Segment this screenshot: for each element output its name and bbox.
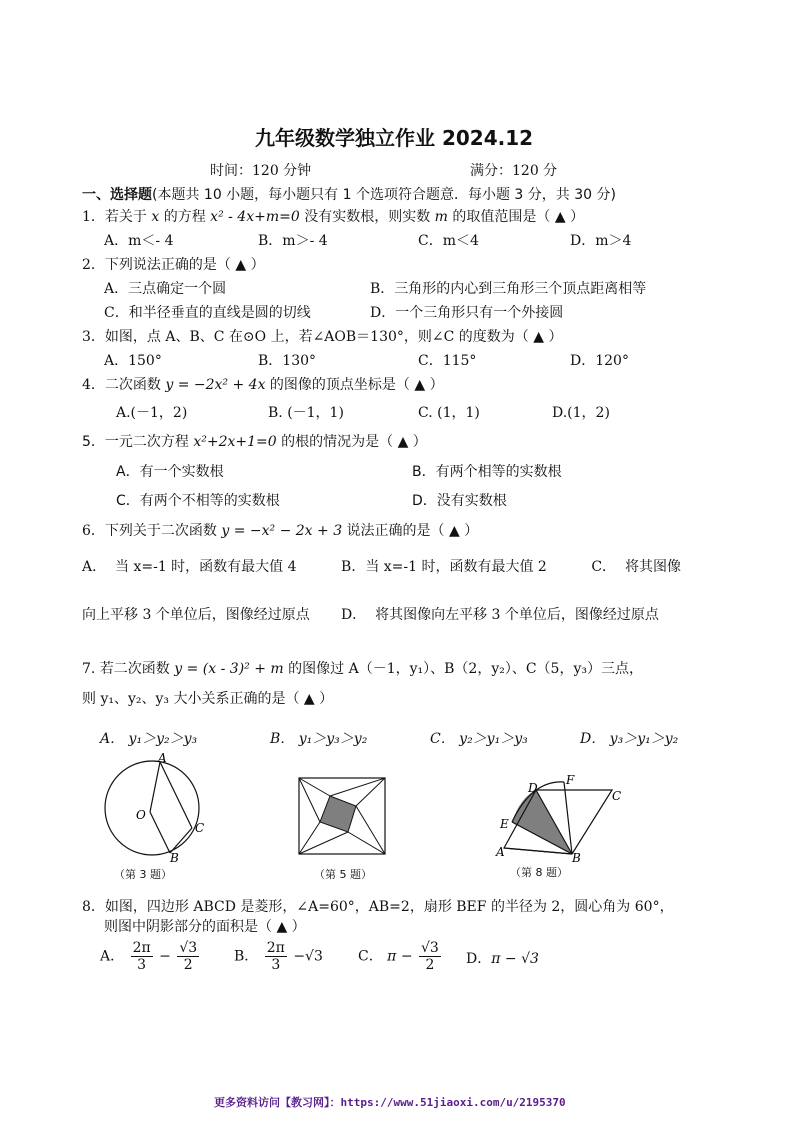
numerator: 2π [132,940,151,956]
label-c: C [195,821,205,835]
q2-stem: 2．下列说法正确的是（ ▲ ） [82,257,265,273]
figure-3 [92,752,222,864]
option-label: D． [466,951,492,967]
score-label: 满分：120 分 [470,163,558,179]
q1-stem-part: 的方程 [159,209,211,225]
option-label: C． [358,948,383,965]
q8-option-c[interactable] [358,940,443,973]
minus-sign: − [159,948,171,965]
shaded-square [320,796,356,832]
denominator: 3 [271,957,281,973]
q7-line2: 则 y₁、y₂、y₃ 大小关系正确的是（ ▲ ） [82,691,334,707]
q1-stem-part: 没有实数根，则实数 [304,209,435,225]
numerator: 2π [266,940,285,956]
fig5-line [356,778,385,806]
q5-option-b[interactable]: B．有两个相等的实数根 [412,464,562,480]
q1-option-b[interactable]: B．m＞- 4 [258,233,328,249]
label-e: E [500,817,509,831]
q3-option-b[interactable]: B．130° [258,353,317,369]
segment-oa [150,762,160,812]
q2-option-c[interactable]: C．和半径垂直的直线是圆的切线 [104,305,311,321]
q3-option-c[interactable]: C．115° [418,353,477,369]
circle-o [105,761,199,855]
q4-stem [82,376,444,394]
q4-option-d[interactable]: D.(1，2) [552,405,610,421]
q1-stem-part: 1．若关于 [82,209,152,225]
denominator: 3 [137,957,147,973]
q8-option-b[interactable] [234,940,323,973]
q6-formula: y = −x² − 2x + 3 [221,523,343,539]
q1-option-d[interactable]: D．m＞4 [570,233,632,249]
q4-stem-part: 4．二次函数 [82,377,166,393]
label-b: B [572,851,581,862]
segment-bc [170,828,192,853]
expression: π − √3 [491,951,539,967]
expression-head: π − [387,948,413,965]
fraction [131,940,153,973]
fraction [265,940,287,973]
q7-option-a[interactable]: A． y₁＞y₂＞y₃ [100,731,198,747]
q8-option-a[interactable] [100,940,201,973]
figure-3-caption: （第 3 题） [114,868,172,881]
q7-option-c[interactable]: C． y₂＞y₁＞y₃ [430,731,528,747]
q7-stem-part: 7. 若二次函数 [82,661,175,677]
segment-ac [160,762,192,828]
q5-option-c[interactable]: C．有两个不相等的实数根 [116,493,280,509]
q5-stem-part: 的根的情况为是（ ▲ ） [276,434,427,450]
denominator: 2 [183,957,193,973]
q1-stem [82,208,584,226]
fig5-line [356,806,385,854]
q5-stem [82,433,427,451]
denominator: 2 [425,957,435,973]
label-f: F [566,773,575,787]
q7-stem-part: 的图像过 A（－1，y₁）、B（2，y₂）、C（5，y₃）三点， [283,661,643,677]
numerator: √3 [421,940,439,956]
q5-option-a[interactable]: A．有一个实数根 [116,464,224,480]
section-title: 一、选择题 [82,187,152,203]
figure-8 [492,770,632,862]
footer-link[interactable]: 更多资料访问【教习网】：https://www.51jiaoxi.com/u/2195370 [214,1096,566,1109]
q1-option-a[interactable]: A．m＜- 4 [104,233,174,249]
q7-stem [82,660,643,678]
q6-stem-part: 6．下列关于二次函数 [82,523,222,539]
q1-stem-part: 的取值范围是（ ▲ ） [447,209,585,225]
q5-equation: x²+2x+1=0 [193,434,277,450]
q7-option-b[interactable]: B． y₁＞y₃＞y₂ [270,731,368,747]
q7-option-d[interactable]: D． y₃＞y₁＞y₂ [580,731,679,747]
label-a: A [496,845,505,859]
q7-formula: y = (x - 3)² + m [174,661,284,677]
q5-option-d[interactable]: D．没有实数根 [412,493,507,509]
q6-line1[interactable]: A． 当 x=-1 时，函数有最大值 4 B．当 x=-1 时，函数有最大值 2 C． 将其图像 [82,559,681,575]
label-c: C [612,789,622,803]
option-label: A． [100,948,125,965]
figure-5 [296,776,388,856]
label-a: A [158,752,167,765]
q5-stem-part: 5．一元二次方程 [82,434,194,450]
figure-8-caption: （第 8 题） [510,866,568,879]
numerator: √3 [179,940,198,956]
q4-option-c[interactable]: C. (1，1) [418,405,480,421]
q1-var: m [434,209,448,225]
q3-option-d[interactable]: D．120° [570,353,629,369]
figure-5-caption: （第 5 题） [314,868,372,881]
expression-tail: −√3 [293,948,323,965]
page-title: 九年级数学独立作业 2024.12 [255,126,534,150]
fraction [177,940,199,973]
q2-option-a[interactable]: A．三点确定一个圆 [104,281,227,297]
q8-option-d[interactable] [466,950,539,968]
q3-option-a[interactable]: A．150° [104,353,162,369]
fig5-line [330,778,385,796]
section-heading [82,184,616,204]
q4-option-a[interactable]: A.(－1，2) [116,405,188,421]
label-d: D [528,781,538,795]
q6-stem-part: 说法正确的是（ ▲ ） [342,523,479,539]
fig5-line [348,832,385,854]
option-label: B． [234,948,259,965]
label-o: O [136,808,146,822]
q1-option-c[interactable]: C．m＜4 [418,233,479,249]
label-b: B [170,851,179,864]
time-label: 时间：120 分钟 [210,163,312,179]
q1-var: x [151,209,160,225]
q2-option-b[interactable]: B．三角形的内心到三角形三个顶点距离相等 [370,281,647,297]
q8-stem: 8．如图，四边形 ABCD 是菱形，∠A=60°，AB=2，扇形 BEF 的半径为 2，圆心角为 60°， [82,899,674,915]
section-note: (本题共 10 小题，每小题只有 1 个选项符合题意．每小题 3 分，共 30 分) [152,187,616,203]
fraction [419,940,441,973]
q6-line2[interactable]: 向上平移 3 个单位后，图像经过原点 D． 将其图像向左平移 3 个单位后，图像经过原点 [82,607,659,623]
q4-stem-part: 的图像的顶点坐标是（ ▲ ） [265,377,444,393]
q6-stem [82,522,478,540]
q4-formula: y = −2x² + 4x [165,377,266,393]
q2-option-d[interactable]: D．一个三角形只有一个外接圆 [370,305,564,321]
q3-stem: 3．如图，点 A、B、C 在⊙O 上，若∠AOB＝130°，则∠C 的度数为（ ▲ ） [82,329,563,345]
segment-ob [150,812,170,853]
q4-option-b[interactable]: B. (－1，1) [268,405,344,421]
q1-equation: x² - 4x+m=0 [210,209,305,225]
q8-line2: 则图中阴影部分的面积是（ ▲ ） [104,919,306,935]
